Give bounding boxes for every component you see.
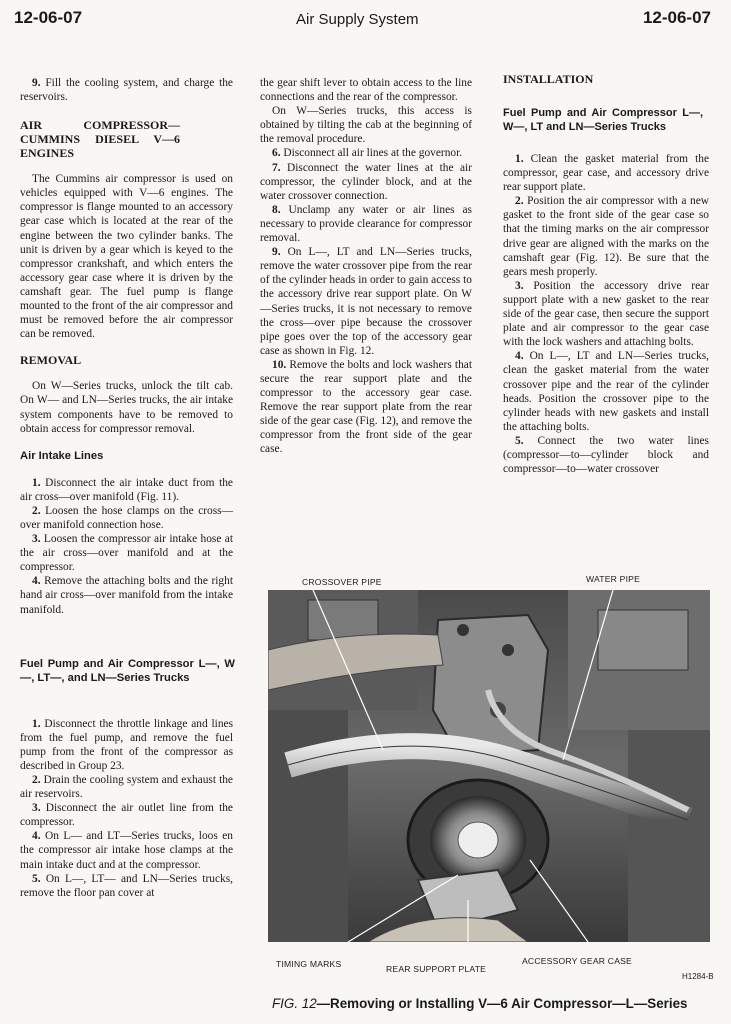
label-accessory-gear-case: ACCESSORY GEAR CASE xyxy=(522,956,632,966)
section-heading: REMOVAL xyxy=(20,353,82,368)
list-item: 2. Position the air compressor with a new gasket to the front side of the gear case so that the timing marks on the air compressor drive gear are aligned with the marks on the camshaft gear (Fig. 12). Be sure that the gears mesh properly. xyxy=(503,195,709,278)
list-item: 8. Unclamp any water or air lines as necessary to provide clearance for compressor removal. xyxy=(260,203,472,245)
list-item: 3. Position the accessory drive rear support plate with a new gasket to the rear side of the gear case, then secure the support plate and air compressor to the gear case with the lock washers and attaching bolts. xyxy=(503,279,709,349)
list-item: 4. On L—, LT and LN—Series trucks, clean the gasket material from the water crossover pipe and the rear of the cylinder heads. Position the crossover pipe to the cylinder heads with new gaskets and install the attaching bolts. xyxy=(503,350,709,433)
section-heading: INSTALLATION xyxy=(503,72,594,86)
text-column-1 xyxy=(20,76,233,900)
text-column-2 xyxy=(260,76,472,457)
list-item: 4. Remove the attaching bolts and the right hand air cross—over manifold from the intake manifold. xyxy=(20,575,233,616)
list-item: 5. Connect the two water lines (compressor—to—cylinder block and compressor—to—water crossover xyxy=(503,434,709,476)
list-item: 3. Loosen the compressor air intake hose at the air cross—over manifold and at the compressor. xyxy=(20,533,233,574)
section-heading: AIR COMPRESSOR—CUMMINS DIESEL V—6 ENGINES xyxy=(20,118,180,161)
paragraph: the gear shift lever to obtain access to the line connections and the rear of the compressor. xyxy=(260,77,472,104)
list-item: 10. Remove the bolts and lock washers that secure the rear support plate and the compressor to the accessory gear case. Remove the rear support plate from the rear side of the gear case (Fig. 12), and remove the compressor from the front side of the gear case. xyxy=(260,358,472,456)
list-item: 1. Disconnect the air intake duct from the air cross—over manifold (Fig. 11). xyxy=(20,476,233,503)
label-rear-support-plate: REAR SUPPORT PLATE xyxy=(386,964,487,974)
engine-photo-illustration xyxy=(268,590,710,942)
list-item: 5. On L—, LT— and LN—Series trucks, remove the floor pan cover at xyxy=(20,872,233,899)
figure-caption xyxy=(272,996,712,1011)
list-item: 1. Disconnect the throttle linkage and lines from the fuel pump, and remove the fuel pump from the front of the compressor as described in Group 23. xyxy=(20,717,233,772)
section-title: Air Supply System xyxy=(296,11,419,28)
list-item: 2. Drain the cooling system and exhaust the air reservoirs. xyxy=(20,774,233,801)
figure-caption-text: —Removing or Installing V—6 Air Compressor—L—Series xyxy=(316,996,688,1011)
label-timing-marks: TIMING MARKS xyxy=(276,959,342,969)
list-item: 3. Disconnect the air outlet line from the compressor. xyxy=(20,802,233,829)
figure-id: H1284-B xyxy=(682,972,714,981)
list-item: 6. Disconnect all air lines at the governor. xyxy=(272,147,463,160)
page-number-left: 12-06-07 xyxy=(14,8,83,27)
page-number-right: 12-06-07 xyxy=(642,8,711,27)
subheading: Air Intake Lines xyxy=(20,449,104,462)
text-column-3 xyxy=(503,72,709,476)
paragraph: On W—Series trucks, unlock the tilt cab. On W— and LN—Series trucks, the air intake system components have to be removed to obtain access for compressor removal. xyxy=(20,380,233,435)
figure-number: FIG. 12 xyxy=(272,996,317,1011)
paragraph: The Cummins air compressor is used on vehicles equipped with V—6 engines. The compressor is flange mounted to an accessory gear case which is located at the rear of the engine between the two cylinder banks. The unit is driven by a gear which is keyed to the compressor crankshaft, and which enters the accessory gear case where it is driven by the camshaft gear. The fuel pump is flange mounted to the front of the air compressor and must be removed before the air compressor can be removed. xyxy=(20,173,233,341)
subheading: Fuel Pump and Air Compressor L—, W—, LT—, and LN—Series Trucks xyxy=(20,657,235,684)
label-water-pipe: WATER PIPE xyxy=(586,574,641,584)
paragraph: On W—Series trucks, this access is obtained by tilting the cab at the beginning of the removal procedure. xyxy=(260,105,472,146)
engine-photo xyxy=(268,590,710,942)
subheading: Fuel Pump and Air Compressor L—, W—, LT and LN—Series Trucks xyxy=(503,107,703,133)
list-item: 2. Loosen the hose clamps on the cross—over manifold connection hose. xyxy=(20,504,233,531)
list-item: 9. On L—, LT and LN—Series trucks, remove the water crossover pipe from the rear of the cylinder heads in order to gain access to the accessory drive rear support plate. On W—Series trucks, it is not necessary to remove the cross—over pipe because the crossover pipe goes over the top of the accessory gear case as shown in Fig. 12. xyxy=(260,246,472,357)
paragraph: 9. Fill the cooling system, and charge the reservoirs. xyxy=(20,77,233,104)
list-item: 1. Clean the gasket material from the compressor, gear case, and accessory drive rear support plate. xyxy=(503,153,709,194)
list-item: 4. On L— and LT—Series trucks, loos en the compressor air intake hose clamps at the main intake duct and at the compressor. xyxy=(20,830,233,871)
list-item: 7. Disconnect the water lines at the air compressor, the cylinder block, and at the water crossover connection. xyxy=(260,161,472,202)
label-crossover-pipe: CROSSOVER PIPE xyxy=(302,577,382,587)
